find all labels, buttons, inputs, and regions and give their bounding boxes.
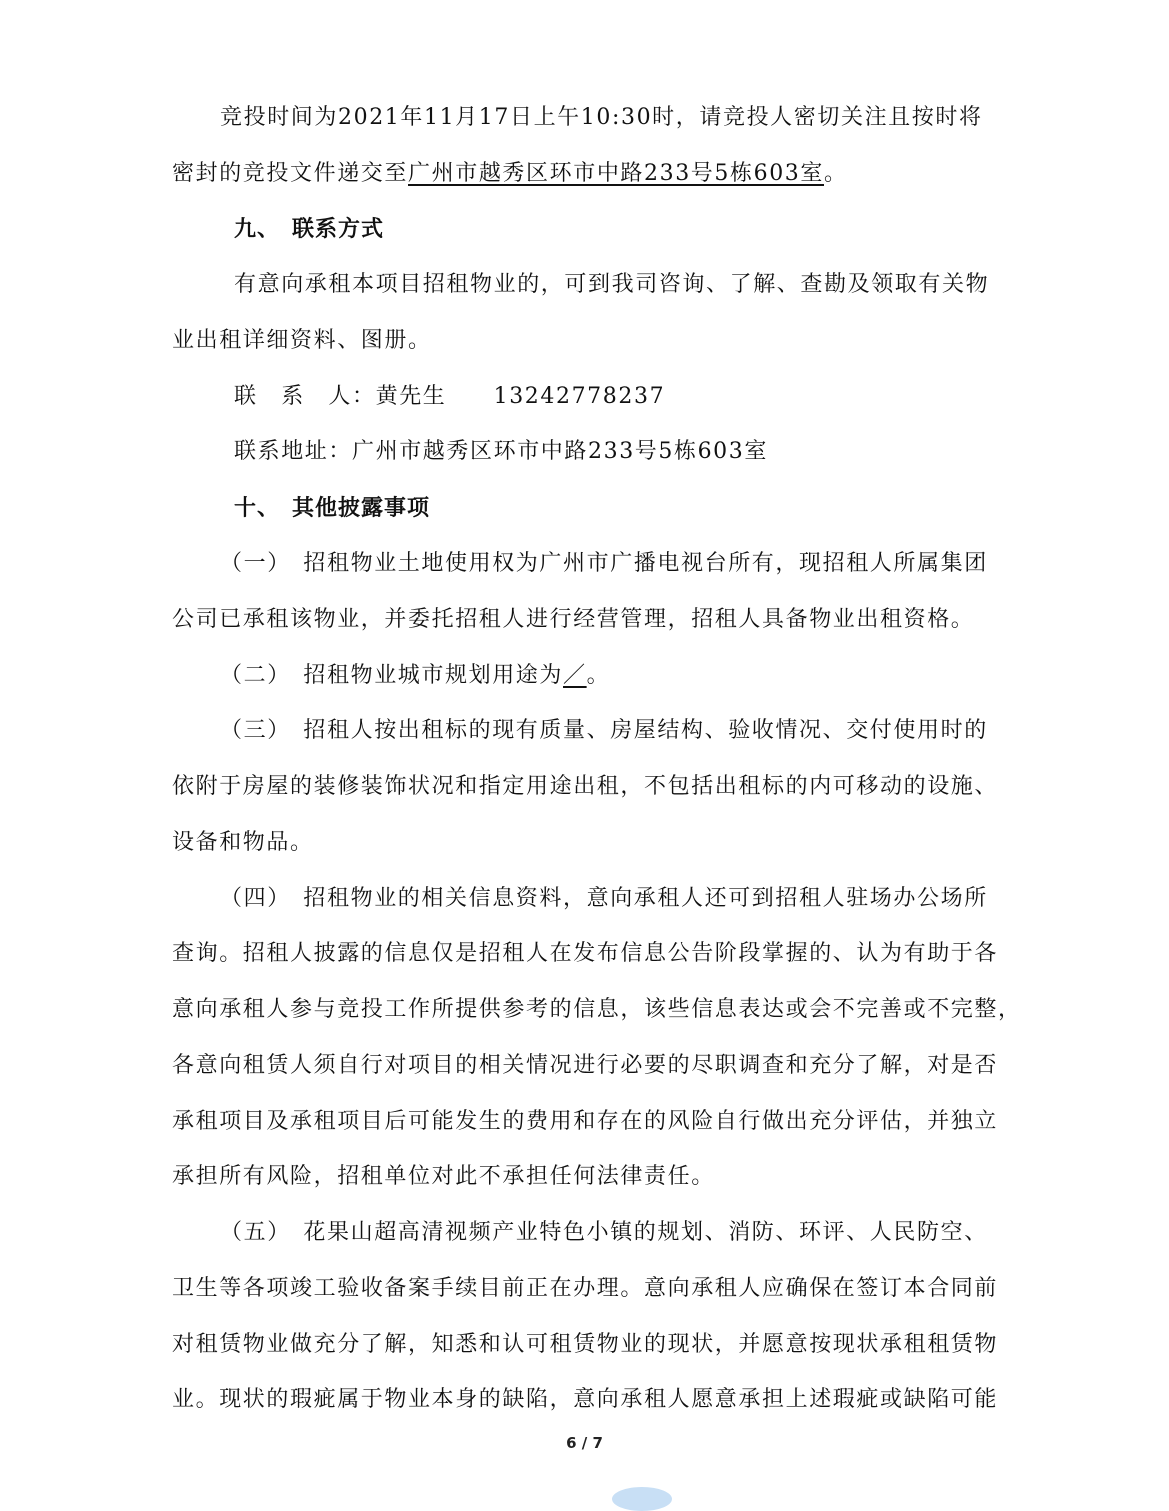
paragraph-line xyxy=(172,159,848,189)
paragraph-line: 意向承租人参与竞投工作所提供参考的信息，该些信息表达或会不完善或不完整， xyxy=(172,997,1022,1022)
paragraph-line: 承租项目及承租项目后可能发生的费用和存在的风险自行做出充分评估，并独立 xyxy=(172,1109,999,1134)
paragraph-line: 对租赁物业做充分了解，知悉和认可租赁物业的现状，并愿意按现状承租租赁物 xyxy=(172,1332,999,1357)
text-segment: （二） 招租物业城市规划用途为 xyxy=(220,663,564,688)
underlined-address: 广州市越秀区环市中路233号5栋603室 xyxy=(408,161,824,186)
paragraph-line xyxy=(220,661,610,691)
scroll-indicator xyxy=(612,1487,672,1511)
paragraph-line: 设备和物品。 xyxy=(172,830,314,855)
paragraph-line: 查询。招租人披露的信息仅是招租人在发布信息公告阶段掌握的、认为有助于各 xyxy=(172,941,999,966)
underlined-blank: ／ xyxy=(563,663,587,688)
paragraph-line: 承担所有风险，招租单位对此不承担任何法律责任。 xyxy=(172,1164,715,1189)
paragraph-line: （四） 招租物业的相关信息资料，意向承租人还可到招租人驻场办公场所 xyxy=(220,886,988,911)
paragraph-line: 公司已承租该物业，并委托招租人进行经营管理，招租人具备物业出租资格。 xyxy=(172,607,975,632)
paragraph-line: 业出租详细资料、图册。 xyxy=(172,328,432,353)
text-segment: 密封的竞投文件递交至 xyxy=(172,161,409,186)
paragraph-line: 卫生等各项竣工验收备案手续目前正在办理。意向承租人应确保在签订本合同前 xyxy=(172,1276,999,1301)
section-heading-9: 九、 联系方式 xyxy=(234,216,385,242)
paragraph-line: （一） 招租物业土地使用权为广州市广播电视台所有，现招租人所属集团 xyxy=(220,551,988,576)
section-heading-10: 十、 其他披露事项 xyxy=(234,495,431,521)
contact-person: 联 系 人：黄先生 13242778237 xyxy=(234,384,666,409)
paragraph-line: 有意向承租本项目招租物业的，可到我司咨询、了解、查勘及领取有关物 xyxy=(234,272,990,297)
text-segment: 。 xyxy=(824,161,848,186)
paragraph-line: 各意向租赁人须自行对项目的相关情况进行必要的尽职调查和充分了解，对是否 xyxy=(172,1053,999,1078)
paragraph-line: 业。现状的瑕疵属于物业本身的缺陷，意向承租人愿意承担上述瑕疵或缺陷可能 xyxy=(172,1387,999,1412)
text-segment: 。 xyxy=(586,663,611,688)
page-number: 6 / 7 xyxy=(566,1434,603,1452)
paragraph-line: 依附于房屋的装修装饰状况和指定用途出租，不包括出租标的内可移动的设施、 xyxy=(172,774,999,799)
paragraph-line: 竞投时间为2021年11月17日上午10:30时，请竞投人密切关注且按时将 xyxy=(220,105,983,130)
paragraph-line: （五） 花果山超高清视频产业特色小镇的规划、消防、环评、人民防空、 xyxy=(220,1220,988,1245)
contact-address: 联系地址：广州市越秀区环市中路233号5栋603室 xyxy=(234,439,768,464)
paragraph-line: （三） 招租人按出租标的现有质量、房屋结构、验收情况、交付使用时的 xyxy=(220,718,988,743)
